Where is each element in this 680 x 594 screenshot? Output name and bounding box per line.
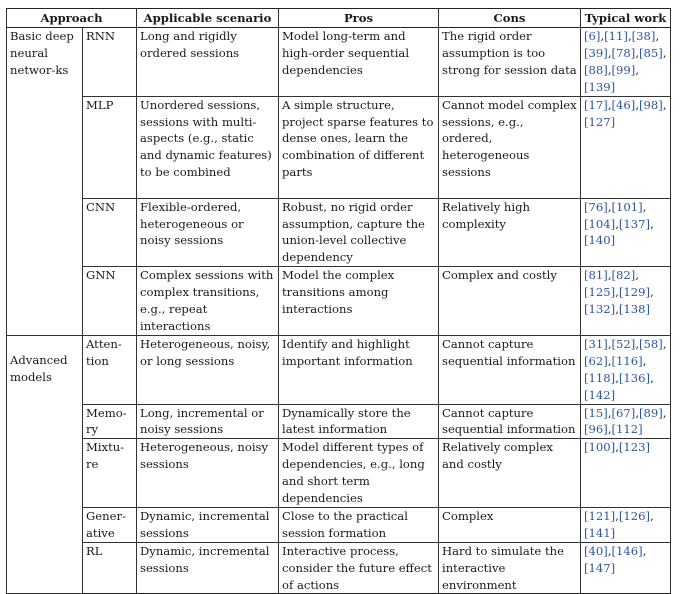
group-label-basic: Basic deep neural networ-ks [10, 29, 74, 77]
method-cell: Memo-ry [83, 404, 137, 439]
typical-work-cell [581, 507, 671, 542]
typical-work-cell [581, 198, 671, 267]
citation-separator: , [635, 62, 639, 77]
typical-work-cell [581, 28, 671, 97]
citation-link[interactable]: [127] [584, 114, 616, 129]
citation-link[interactable]: [11] [604, 29, 628, 43]
pros-cell: Dynamically store the latest information [279, 404, 439, 439]
citation-link[interactable]: [98] [639, 97, 663, 112]
cons-cell: Hard to simulate the interactive environment [439, 542, 581, 594]
citation-link[interactable]: [78] [611, 45, 636, 60]
citation-separator: , [615, 302, 619, 317]
citation-link[interactable]: [137] [618, 216, 651, 231]
cons-cell: Relatively complex and costly [439, 439, 581, 508]
citation-separator: , [607, 199, 612, 214]
citation-link[interactable]: [6] [584, 29, 601, 43]
typical-work-cell [581, 267, 671, 336]
citation-link[interactable]: [123] [618, 440, 651, 455]
citation-separator: , [655, 29, 660, 43]
citation-link[interactable]: [146] [611, 543, 643, 558]
scenario-cell: Long and rigidly ordered sessions [137, 28, 279, 97]
method-cell: MLP [83, 96, 137, 198]
typical-work-cell [581, 542, 671, 594]
citation-link[interactable]: [118] [584, 370, 616, 385]
citation-link[interactable]: [99] [611, 62, 636, 77]
scenario-cell: Dynamic, incremental sessions [137, 542, 279, 594]
citation-link[interactable]: [62] [584, 353, 608, 368]
header-typical-work: Typical work [581, 9, 671, 28]
typical-work-cell [581, 335, 671, 404]
pros-cell: A simple structure, project sparse features to dense ones, learn the combination of different parts [279, 96, 439, 198]
citation-link[interactable]: [142] [584, 387, 616, 402]
citation-link[interactable]: [81] [584, 268, 608, 283]
table-row [7, 404, 671, 439]
citation-separator: , [662, 97, 667, 112]
method-cell: Atten-tion [83, 335, 137, 404]
citation-link[interactable]: [147] [584, 560, 616, 575]
citation-link[interactable]: [121] [584, 508, 616, 523]
table-row [7, 439, 671, 508]
table-row [7, 267, 671, 336]
pros-cell: Identify and highlight important information [279, 335, 439, 404]
citation-separator: , [635, 336, 639, 351]
method-cell: Mixtu-re [83, 439, 137, 508]
citation-separator: , [607, 45, 612, 60]
method-cell: GNN [83, 267, 137, 336]
citation-separator: , [627, 29, 632, 43]
citation-link[interactable]: [76] [584, 199, 608, 214]
citation-separator: , [607, 353, 612, 368]
table-body [7, 28, 671, 594]
citation-link[interactable]: [88] [584, 62, 608, 77]
cons-cell: Cannot capture sequential information [439, 404, 581, 439]
citation-link[interactable]: [126] [618, 508, 651, 523]
citation-link[interactable]: [136] [618, 370, 651, 385]
citation-link[interactable]: [85] [639, 45, 663, 60]
cons-cell: Relatively high complexity [439, 198, 581, 267]
scenario-cell: Complex sessions with complex transitions, e.g., repeat interactions [137, 267, 279, 336]
typical-work-cell [581, 96, 671, 198]
citation-link[interactable]: [40] [584, 543, 608, 558]
cons-cell: Complex [439, 507, 581, 542]
citation-link[interactable]: [116] [611, 353, 643, 368]
citation-link[interactable]: [125] [584, 285, 616, 300]
table-row [7, 96, 671, 198]
citation-separator: , [607, 422, 612, 437]
citation-separator: , [607, 405, 612, 420]
citation-link[interactable]: [46] [611, 97, 636, 112]
typical-work-cell [581, 439, 671, 508]
citation-link[interactable]: [38] [631, 29, 656, 43]
citation-separator: , [662, 336, 667, 351]
table-header [7, 9, 671, 28]
citation-separator: , [635, 405, 639, 420]
citation-link[interactable]: [141] [584, 525, 616, 540]
citation-separator: , [662, 405, 667, 420]
table-row [7, 28, 671, 97]
scenario-cell: Unordered sessions, sessions with multi-aspects (e.g., static and dynamic features) to be combined [137, 96, 279, 198]
citation-separator: , [607, 97, 612, 112]
citation-separator: , [615, 440, 619, 455]
citation-separator: , [650, 370, 654, 385]
citation-separator: , [650, 285, 654, 300]
scenario-cell: Long, incremental or noisy sessions [137, 404, 279, 439]
citation-link[interactable]: [132] [584, 302, 616, 317]
pros-cell: Model different types of dependencies, e.g., long and short term dependencies [279, 439, 439, 508]
citation-link[interactable]: [96] [584, 422, 608, 437]
citation-separator: , [642, 543, 647, 558]
citation-link[interactable]: [112] [611, 422, 643, 437]
citation-link[interactable]: [101] [611, 199, 643, 214]
table-row [7, 542, 671, 594]
citation-separator: , [650, 508, 654, 523]
pros-cell: Interactive process, consider the future effect of actions [279, 542, 439, 594]
citation-separator: , [607, 336, 612, 351]
pros-cell: Close to the practical session formation [279, 507, 439, 542]
group-label-advanced: Advanced models [10, 352, 68, 384]
citation-separator: , [650, 216, 654, 231]
citation-separator: , [635, 268, 639, 283]
citation-separator: , [642, 199, 647, 214]
method-cell: RNN [83, 28, 137, 97]
method-cell: RL [83, 542, 137, 594]
table-row [7, 507, 671, 542]
typical-work-cell [581, 404, 671, 439]
citation-separator: , [607, 268, 612, 283]
citation-link[interactable]: [100] [584, 440, 616, 455]
citation-link[interactable]: [139] [584, 79, 616, 94]
approach-comparison-table [6, 8, 671, 594]
citation-link[interactable]: [82] [611, 268, 636, 283]
citation-link[interactable]: [31] [584, 336, 608, 351]
method-cell: Gener-ative [83, 507, 137, 542]
citation-separator: , [615, 508, 619, 523]
citation-link[interactable]: [17] [584, 97, 608, 112]
citation-link[interactable]: [140] [584, 233, 616, 248]
cons-cell: Cannot model complex sessions, e.g., ordered, heterogeneous sessions [439, 96, 581, 198]
cons-cell: Cannot capture sequential information [439, 335, 581, 404]
citation-link[interactable]: [104] [584, 216, 616, 231]
header-approach: Approach [7, 9, 137, 28]
cons-cell: The rigid order assumption is too strong for session data [439, 28, 581, 97]
header-pros: Pros [279, 9, 439, 28]
group-label-cell [7, 335, 83, 594]
citation-link[interactable]: [39] [584, 45, 608, 60]
citation-separator: , [642, 353, 647, 368]
header-cons: Cons [439, 9, 581, 28]
citation-separator: , [615, 285, 619, 300]
cons-cell: Complex and costly [439, 267, 581, 336]
scenario-cell: Heterogeneous, noisy, or long sessions [137, 335, 279, 404]
scenario-cell: Dynamic, incremental sessions [137, 507, 279, 542]
pros-cell: Robust, no rigid order assumption, capture the union-level collective dependency [279, 198, 439, 267]
table-row [7, 335, 671, 404]
citation-link[interactable]: [138] [618, 302, 651, 317]
citation-separator: , [607, 62, 612, 77]
citation-separator: , [600, 29, 605, 43]
citation-link[interactable]: [89] [639, 405, 663, 420]
citation-link[interactable]: [15] [584, 405, 608, 420]
citation-separator: , [635, 45, 639, 60]
header-scenario: Applicable scenario [137, 9, 279, 28]
group-label-cell [7, 28, 83, 336]
pros-cell: Model the complex transitions among interactions [279, 267, 439, 336]
citation-link[interactable]: [52] [611, 336, 636, 351]
table-row [7, 198, 671, 267]
approach-comparison-table-wrapper [6, 8, 670, 594]
citation-separator: , [635, 97, 639, 112]
citation-separator: , [615, 370, 619, 385]
citation-link[interactable]: [67] [611, 405, 636, 420]
citation-separator: , [615, 216, 619, 231]
citation-separator: , [607, 543, 612, 558]
citation-link[interactable]: [129] [618, 285, 651, 300]
citation-link[interactable]: [58] [639, 336, 663, 351]
scenario-cell: Flexible-ordered, heterogeneous or noisy sessions [137, 198, 279, 267]
method-cell: CNN [83, 198, 137, 267]
citation-separator: , [662, 45, 667, 60]
scenario-cell: Heterogeneous, noisy sessions [137, 439, 279, 508]
pros-cell: Model long-term and high-order sequential dependencies [279, 28, 439, 97]
